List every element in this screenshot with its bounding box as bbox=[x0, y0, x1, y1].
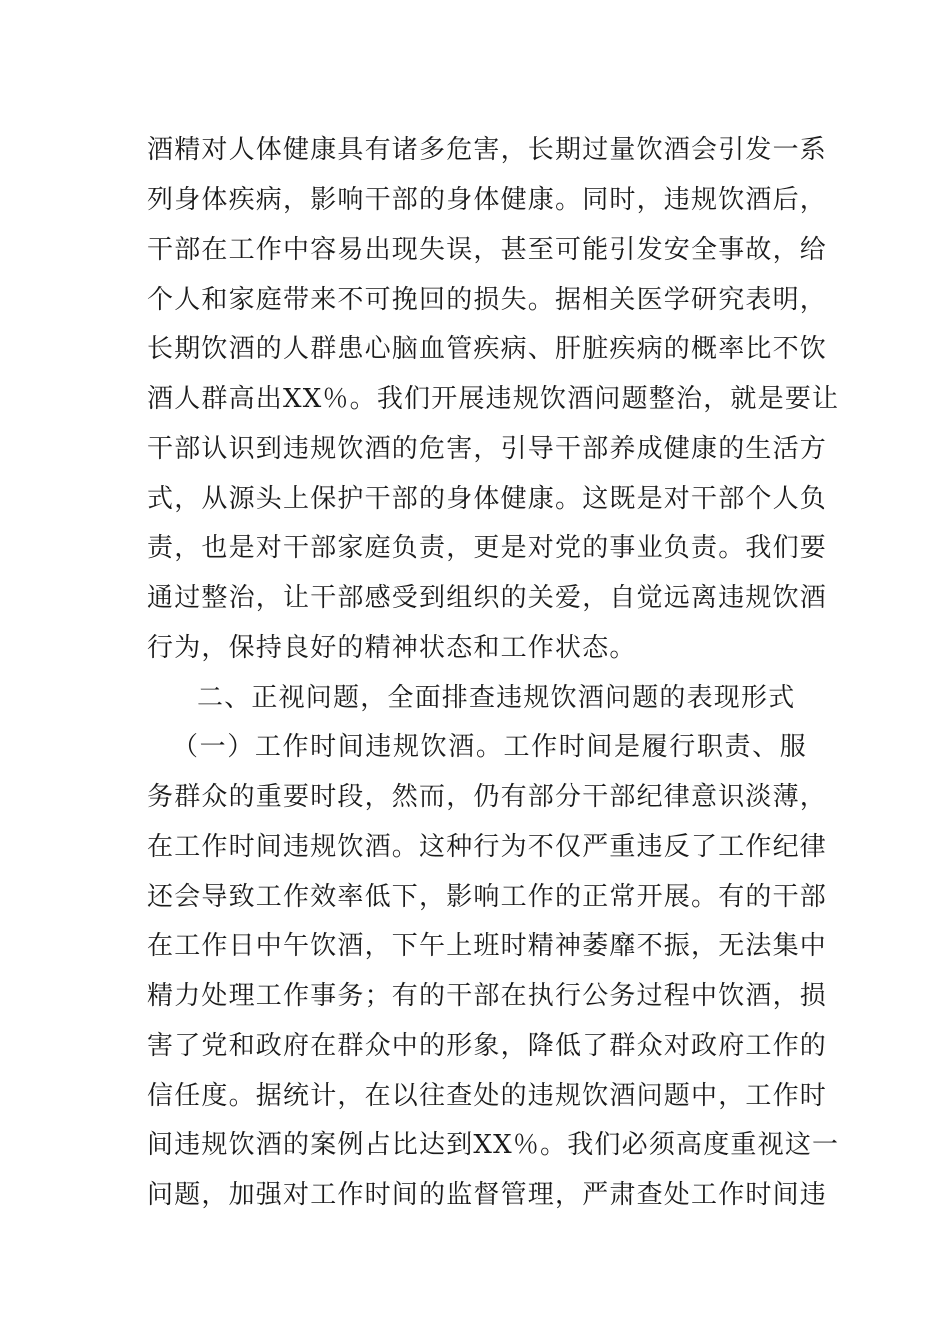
paragraph-line: 在工作时间违规饮酒。这种行为不仅严重违反了工作纪律 bbox=[147, 832, 828, 862]
paragraph-line: 式，从源头上保护干部的身体健康。这既是对干部个人负 bbox=[147, 484, 828, 514]
paragraph-line: 通过整治，让干部感受到组织的关爱，自觉远离违规饮酒 bbox=[147, 583, 828, 613]
paragraph-line: 在工作日中午饮酒，下午上班时精神萎靡不振，无法集中 bbox=[147, 931, 828, 961]
paragraph-line: 间违规饮酒的案例占比达到XX％。我们必须高度重视这一 bbox=[147, 1130, 840, 1160]
paragraph-line: 行为，保持良好的精神状态和工作状态。 bbox=[147, 633, 637, 663]
paragraph-line: 务群众的重要时段，然而，仍有部分干部纪律意识淡薄， bbox=[147, 782, 828, 812]
paragraph-line: 干部在工作中容易出现失误，甚至可能引发安全事故，给 bbox=[147, 235, 828, 265]
subsection-heading-line: （一）工作时间违规饮酒。工作时间是履行职责、服 bbox=[172, 732, 807, 762]
paragraph-line: 还会导致工作效率低下，影响工作的正常开展。有的干部 bbox=[147, 882, 828, 912]
paragraph-line: 个人和家庭带来不可挽回的损失。据相关医学研究表明， bbox=[147, 285, 828, 315]
section-heading: 二、正视问题，全面排查违规饮酒问题的表现形式 bbox=[197, 683, 796, 713]
paragraph-line: 精力处理工作事务；有的干部在执行公务过程中饮酒，损 bbox=[147, 981, 828, 1011]
paragraph-line: 责，也是对干部家庭负责，更是对党的事业负责。我们要 bbox=[147, 533, 828, 563]
paragraph-line: 长期饮酒的人群患心脑血管疾病、肝脏疾病的概率比不饮 bbox=[147, 334, 828, 364]
paragraph-line: 信任度。据统计，在以往查处的违规饮酒问题中，工作时 bbox=[147, 1081, 828, 1111]
paragraph-line: 问题，加强对工作时间的监督管理，严肃查处工作时间违 bbox=[147, 1180, 828, 1210]
paragraph-line: 害了党和政府在群众中的形象，降低了群众对政府工作的 bbox=[147, 1031, 828, 1061]
paragraph-line: 干部认识到违规饮酒的危害，引导干部养成健康的生活方 bbox=[147, 434, 828, 464]
paragraph-line: 酒精对人体健康具有诸多危害，长期过量饮酒会引发一系 bbox=[147, 135, 828, 165]
paragraph-line: 酒人群高出XX％。我们开展违规饮酒问题整治，就是要让 bbox=[147, 384, 840, 414]
paragraph-line: 列身体疾病，影响干部的身体健康。同时，违规饮酒后， bbox=[147, 185, 828, 215]
